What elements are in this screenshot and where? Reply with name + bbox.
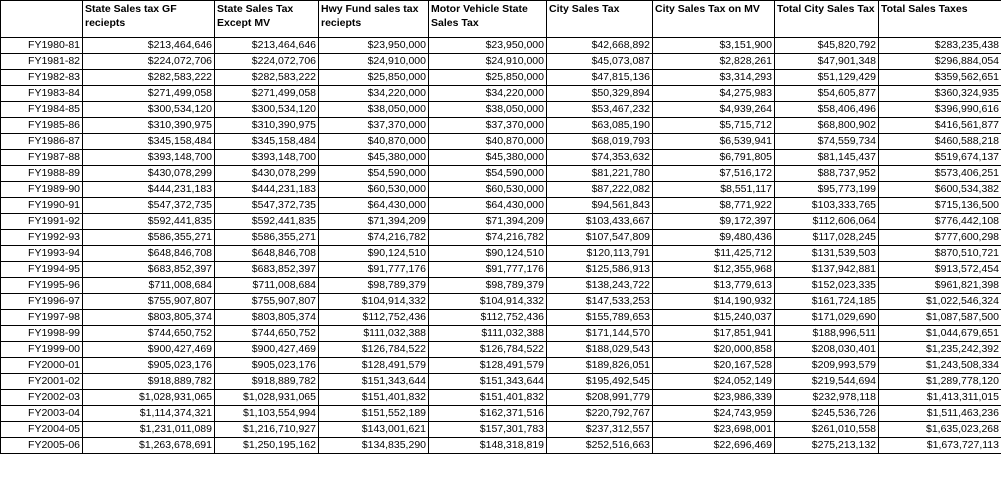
row-label-cell[interactable]: FY1984-85 <box>1 102 83 118</box>
table-cell[interactable]: $45,380,000 <box>319 150 429 166</box>
table-cell[interactable]: $88,737,952 <box>775 166 879 182</box>
table-cell[interactable]: $7,516,172 <box>653 166 775 182</box>
table-row <box>1 438 1001 454</box>
table-cell[interactable]: $219,544,694 <box>775 374 879 390</box>
table-row <box>1 214 1001 230</box>
table-cell[interactable]: $430,078,299 <box>215 166 319 182</box>
table-row <box>1 406 1001 422</box>
table-cell[interactable]: $12,355,968 <box>653 262 775 278</box>
table-cell[interactable]: $776,442,108 <box>879 214 1001 230</box>
table-cell[interactable]: $283,235,438 <box>879 38 1001 54</box>
table-cell[interactable]: $6,791,805 <box>653 150 775 166</box>
table-cell[interactable]: $1,216,710,927 <box>215 422 319 438</box>
table-cell[interactable]: $161,724,185 <box>775 294 879 310</box>
table-cell[interactable]: $45,820,792 <box>775 38 879 54</box>
table-cell[interactable]: $74,216,782 <box>319 230 429 246</box>
table-cell[interactable]: $961,821,398 <box>879 278 1001 294</box>
row-label-cell[interactable]: FY1983-84 <box>1 86 83 102</box>
table-cell[interactable]: $17,851,941 <box>653 326 775 342</box>
table-cell[interactable]: $460,588,218 <box>879 134 1001 150</box>
table-cell[interactable]: $6,539,941 <box>653 134 775 150</box>
table-cell[interactable]: $53,467,232 <box>547 102 653 118</box>
table-cell[interactable]: $47,815,136 <box>547 70 653 86</box>
table-cell[interactable]: $2,828,261 <box>653 54 775 70</box>
table-cell[interactable]: $134,835,290 <box>319 438 429 454</box>
table-cell[interactable]: $208,030,401 <box>775 342 879 358</box>
table-cell[interactable]: $125,586,913 <box>547 262 653 278</box>
header-state-sales-tax-except-mv[interactable]: State Sales Tax Except MV <box>215 1 319 38</box>
table-cell[interactable]: $300,534,120 <box>83 102 215 118</box>
table-cell[interactable]: $20,000,858 <box>653 342 775 358</box>
table-cell[interactable]: $300,534,120 <box>215 102 319 118</box>
table-cell[interactable]: $87,222,082 <box>547 182 653 198</box>
table-cell[interactable]: $1,243,508,334 <box>879 358 1001 374</box>
table-cell[interactable]: $1,250,195,162 <box>215 438 319 454</box>
table-cell[interactable]: $444,231,183 <box>215 182 319 198</box>
table-cell[interactable]: $13,779,613 <box>653 278 775 294</box>
table-cell[interactable]: $24,910,000 <box>319 54 429 70</box>
table-cell[interactable]: $592,441,835 <box>83 214 215 230</box>
row-label-cell[interactable]: FY1981-82 <box>1 54 83 70</box>
table-cell[interactable]: $282,583,222 <box>215 70 319 86</box>
table-cell[interactable]: $47,901,348 <box>775 54 879 70</box>
table-cell[interactable]: $224,072,706 <box>83 54 215 70</box>
table-cell[interactable]: $103,333,765 <box>775 198 879 214</box>
table-cell[interactable]: $126,784,522 <box>319 342 429 358</box>
table-cell[interactable]: $1,235,242,392 <box>879 342 1001 358</box>
table-cell[interactable]: $137,942,881 <box>775 262 879 278</box>
table-cell[interactable]: $1,673,727,113 <box>879 438 1001 454</box>
table-cell[interactable]: $430,078,299 <box>83 166 215 182</box>
table-cell[interactable]: $104,914,332 <box>319 294 429 310</box>
header-row-label[interactable] <box>1 1 83 38</box>
table-cell[interactable]: $98,789,379 <box>429 278 547 294</box>
table-cell[interactable]: $3,151,900 <box>653 38 775 54</box>
table-cell[interactable]: $34,220,000 <box>429 86 547 102</box>
table-cell[interactable]: $9,172,397 <box>653 214 775 230</box>
table-cell[interactable]: $162,371,516 <box>429 406 547 422</box>
table-cell[interactable]: $81,221,780 <box>547 166 653 182</box>
table-cell[interactable]: $90,124,510 <box>319 246 429 262</box>
table-header <box>1 1 1001 38</box>
row-label-cell[interactable]: FY2004-05 <box>1 422 83 438</box>
table-cell[interactable]: $359,562,651 <box>879 70 1001 86</box>
table-cell[interactable]: $918,889,782 <box>215 374 319 390</box>
table-cell[interactable]: $128,491,579 <box>319 358 429 374</box>
row-label-cell[interactable]: FY2001-02 <box>1 374 83 390</box>
table-cell[interactable]: $900,427,469 <box>83 342 215 358</box>
row-label-cell[interactable]: FY1982-83 <box>1 70 83 86</box>
row-label-cell[interactable]: FY1997-98 <box>1 310 83 326</box>
table-cell[interactable]: $282,583,222 <box>83 70 215 86</box>
table-cell[interactable]: $120,113,791 <box>547 246 653 262</box>
table-cell[interactable]: $25,850,000 <box>429 70 547 86</box>
table-cell[interactable]: $208,991,779 <box>547 390 653 406</box>
table-row <box>1 390 1001 406</box>
row-label-cell[interactable]: FY1988-89 <box>1 166 83 182</box>
table-cell[interactable]: $38,050,000 <box>429 102 547 118</box>
table-cell[interactable]: $51,129,429 <box>775 70 879 86</box>
table-body <box>1 38 1001 454</box>
table-cell[interactable]: $271,499,058 <box>215 86 319 102</box>
table-row <box>1 102 1001 118</box>
table-cell[interactable]: $918,889,782 <box>83 374 215 390</box>
table-cell[interactable]: $37,370,000 <box>429 118 547 134</box>
table-cell[interactable]: $112,606,064 <box>775 214 879 230</box>
row-label-cell[interactable]: FY1993-94 <box>1 246 83 262</box>
table-cell[interactable]: $22,696,469 <box>653 438 775 454</box>
table-cell[interactable]: $81,145,437 <box>775 150 879 166</box>
table-cell[interactable]: $648,846,708 <box>83 246 215 262</box>
table-cell[interactable]: $91,777,176 <box>319 262 429 278</box>
table-cell[interactable]: $592,441,835 <box>215 214 319 230</box>
table-row <box>1 182 1001 198</box>
table-row <box>1 86 1001 102</box>
table-cell[interactable]: $5,715,712 <box>653 118 775 134</box>
table-cell[interactable]: $15,240,037 <box>653 310 775 326</box>
table-row <box>1 166 1001 182</box>
table-cell[interactable]: $107,547,809 <box>547 230 653 246</box>
header-city-sales-tax[interactable]: City Sales Tax <box>547 1 653 38</box>
table-row <box>1 262 1001 278</box>
table-cell[interactable]: $9,480,436 <box>653 230 775 246</box>
table-cell[interactable]: $38,050,000 <box>319 102 429 118</box>
table-cell[interactable]: $744,650,752 <box>215 326 319 342</box>
table-cell[interactable]: $37,370,000 <box>319 118 429 134</box>
table-cell[interactable]: $54,590,000 <box>319 166 429 182</box>
table-cell[interactable]: $11,425,712 <box>653 246 775 262</box>
table-cell[interactable]: $715,136,500 <box>879 198 1001 214</box>
table-cell[interactable]: $45,380,000 <box>429 150 547 166</box>
table-cell[interactable]: $74,559,734 <box>775 134 879 150</box>
table-cell[interactable]: $195,492,545 <box>547 374 653 390</box>
table-cell[interactable]: $68,019,793 <box>547 134 653 150</box>
table-cell[interactable]: $360,324,935 <box>879 86 1001 102</box>
table-cell[interactable]: $310,390,975 <box>83 118 215 134</box>
row-label-cell[interactable]: FY1989-90 <box>1 182 83 198</box>
table-cell[interactable]: $1,413,311,015 <box>879 390 1001 406</box>
table-cell[interactable]: $4,275,983 <box>653 86 775 102</box>
table-row <box>1 342 1001 358</box>
table-cell[interactable]: $151,401,832 <box>319 390 429 406</box>
table-cell[interactable]: $711,008,684 <box>83 278 215 294</box>
table-cell[interactable]: $60,530,000 <box>319 182 429 198</box>
table-cell[interactable]: $50,329,894 <box>547 86 653 102</box>
table-cell[interactable]: $271,499,058 <box>83 86 215 102</box>
header-total-sales-taxes[interactable]: Total Sales Taxes <box>879 1 1001 38</box>
table-cell[interactable]: $683,852,397 <box>215 262 319 278</box>
table-cell[interactable]: $111,032,388 <box>319 326 429 342</box>
table-cell[interactable]: $8,551,117 <box>653 182 775 198</box>
table-cell[interactable]: $586,355,271 <box>215 230 319 246</box>
table-cell[interactable]: $245,536,726 <box>775 406 879 422</box>
table-cell[interactable]: $1,087,587,500 <box>879 310 1001 326</box>
table-cell[interactable]: $744,650,752 <box>83 326 215 342</box>
row-label-cell[interactable]: FY2000-01 <box>1 358 83 374</box>
table-cell[interactable]: $1,231,011,089 <box>83 422 215 438</box>
table-cell[interactable]: $1,635,023,268 <box>879 422 1001 438</box>
table-cell[interactable]: $296,884,054 <box>879 54 1001 70</box>
table-cell[interactable]: $64,430,000 <box>429 198 547 214</box>
table-cell[interactable]: $157,301,783 <box>429 422 547 438</box>
table-cell[interactable]: $416,561,877 <box>879 118 1001 134</box>
table-cell[interactable]: $104,914,332 <box>429 294 547 310</box>
row-label-cell[interactable]: FY1996-97 <box>1 294 83 310</box>
table-cell[interactable]: $1,511,463,236 <box>879 406 1001 422</box>
table-cell[interactable]: $905,023,176 <box>83 358 215 374</box>
table-cell[interactable]: $152,023,335 <box>775 278 879 294</box>
table-cell[interactable]: $803,805,374 <box>83 310 215 326</box>
row-label-cell[interactable]: FY1985-86 <box>1 118 83 134</box>
table-cell[interactable]: $1,289,778,120 <box>879 374 1001 390</box>
table-cell[interactable]: $396,990,616 <box>879 102 1001 118</box>
table-cell[interactable]: $23,950,000 <box>429 38 547 54</box>
header-hwy-fund-sales-tax[interactable]: Hwy Fund sales tax reciepts <box>319 1 429 38</box>
table-cell[interactable]: $547,372,735 <box>83 198 215 214</box>
table-cell[interactable]: $188,029,543 <box>547 342 653 358</box>
row-label-cell[interactable]: FY1995-96 <box>1 278 83 294</box>
table-cell[interactable]: $23,986,339 <box>653 390 775 406</box>
table-cell[interactable]: $117,028,245 <box>775 230 879 246</box>
row-label-cell[interactable]: FY1980-81 <box>1 38 83 54</box>
row-label-cell[interactable]: FY2005-06 <box>1 438 83 454</box>
table-cell[interactable]: $3,314,293 <box>653 70 775 86</box>
table-cell[interactable]: $138,243,722 <box>547 278 653 294</box>
table-cell[interactable]: $23,950,000 <box>319 38 429 54</box>
table-row <box>1 294 1001 310</box>
table-cell[interactable]: $128,491,579 <box>429 358 547 374</box>
table-cell[interactable]: $151,552,189 <box>319 406 429 422</box>
header-state-sales-tax-gf[interactable]: State Sales tax GF reciepts <box>83 1 215 38</box>
table-cell[interactable]: $1,028,931,065 <box>215 390 319 406</box>
table-cell[interactable]: $71,394,209 <box>429 214 547 230</box>
row-label-cell[interactable]: FY1990-91 <box>1 198 83 214</box>
table-cell[interactable]: $900,427,469 <box>215 342 319 358</box>
table-cell[interactable]: $71,394,209 <box>319 214 429 230</box>
row-label-cell[interactable]: FY1998-99 <box>1 326 83 342</box>
table-cell[interactable]: $74,216,782 <box>429 230 547 246</box>
header-motor-vehicle-state-sales-tax[interactable]: Motor Vehicle State Sales Tax <box>429 1 547 38</box>
table-cell[interactable]: $24,910,000 <box>429 54 547 70</box>
table-cell[interactable]: $1,114,374,321 <box>83 406 215 422</box>
table-cell[interactable]: $131,539,503 <box>775 246 879 262</box>
table-cell[interactable]: $213,464,646 <box>83 38 215 54</box>
table-cell[interactable]: $547,372,735 <box>215 198 319 214</box>
table-row <box>1 246 1001 262</box>
table-cell[interactable]: $189,826,051 <box>547 358 653 374</box>
table-row <box>1 422 1001 438</box>
table-cell[interactable]: $90,124,510 <box>429 246 547 262</box>
table-cell[interactable]: $4,939,264 <box>653 102 775 118</box>
table-cell[interactable]: $98,789,379 <box>319 278 429 294</box>
table-cell[interactable]: $224,072,706 <box>215 54 319 70</box>
table-cell[interactable]: $147,533,253 <box>547 294 653 310</box>
table-cell[interactable]: $519,674,137 <box>879 150 1001 166</box>
header-total-city-sales-tax[interactable]: Total City Sales Tax <box>775 1 879 38</box>
table-cell[interactable]: $54,590,000 <box>429 166 547 182</box>
table-cell[interactable]: $95,773,199 <box>775 182 879 198</box>
header-row <box>1 1 1001 38</box>
table-cell[interactable]: $648,846,708 <box>215 246 319 262</box>
table-row <box>1 150 1001 166</box>
table-cell[interactable]: $126,784,522 <box>429 342 547 358</box>
table-row <box>1 310 1001 326</box>
table-cell[interactable]: $345,158,484 <box>215 134 319 150</box>
table-row <box>1 38 1001 54</box>
table-cell[interactable]: $25,850,000 <box>319 70 429 86</box>
table-cell[interactable]: $209,993,579 <box>775 358 879 374</box>
table-cell[interactable]: $111,032,388 <box>429 326 547 342</box>
table-cell[interactable]: $20,167,528 <box>653 358 775 374</box>
table-cell[interactable]: $58,406,496 <box>775 102 879 118</box>
table-cell[interactable]: $45,073,087 <box>547 54 653 70</box>
table-cell[interactable]: $803,805,374 <box>215 310 319 326</box>
table-cell[interactable]: $40,870,000 <box>319 134 429 150</box>
table-cell[interactable]: $252,516,663 <box>547 438 653 454</box>
table-cell[interactable]: $913,572,454 <box>879 262 1001 278</box>
table-cell[interactable]: $711,008,684 <box>215 278 319 294</box>
table-cell[interactable]: $1,028,931,065 <box>83 390 215 406</box>
table-cell[interactable]: $345,158,484 <box>83 134 215 150</box>
table-cell[interactable]: $8,771,922 <box>653 198 775 214</box>
table-cell[interactable]: $683,852,397 <box>83 262 215 278</box>
table-cell[interactable]: $393,148,700 <box>83 150 215 166</box>
table-cell[interactable]: $905,023,176 <box>215 358 319 374</box>
table-cell[interactable]: $60,530,000 <box>429 182 547 198</box>
table-cell[interactable]: $23,698,001 <box>653 422 775 438</box>
table-cell[interactable]: $237,312,557 <box>547 422 653 438</box>
table-cell[interactable]: $40,870,000 <box>429 134 547 150</box>
table-cell[interactable]: $1,263,678,691 <box>83 438 215 454</box>
table-cell[interactable]: $68,800,902 <box>775 118 879 134</box>
row-label-cell[interactable]: FY1987-88 <box>1 150 83 166</box>
table-cell[interactable]: $600,534,382 <box>879 182 1001 198</box>
table-cell[interactable]: $54,605,877 <box>775 86 879 102</box>
table-cell[interactable]: $171,144,570 <box>547 326 653 342</box>
table-row <box>1 118 1001 134</box>
table-cell[interactable]: $24,052,149 <box>653 374 775 390</box>
table-row <box>1 326 1001 342</box>
table-cell[interactable]: $42,668,892 <box>547 38 653 54</box>
table-cell[interactable]: $1,044,679,651 <box>879 326 1001 342</box>
table-cell[interactable]: $64,430,000 <box>319 198 429 214</box>
row-label-cell[interactable]: FY1994-95 <box>1 262 83 278</box>
table-cell[interactable]: $143,001,621 <box>319 422 429 438</box>
table-cell[interactable]: $586,355,271 <box>83 230 215 246</box>
row-label-cell[interactable]: FY2002-03 <box>1 390 83 406</box>
table-cell[interactable]: $112,752,436 <box>429 310 547 326</box>
table-row <box>1 54 1001 70</box>
table-cell[interactable]: $573,406,251 <box>879 166 1001 182</box>
table-cell[interactable]: $444,231,183 <box>83 182 215 198</box>
table-row <box>1 134 1001 150</box>
row-label-cell[interactable]: FY2003-04 <box>1 406 83 422</box>
table-cell[interactable]: $393,148,700 <box>215 150 319 166</box>
table-row <box>1 70 1001 86</box>
table-cell[interactable]: $14,190,932 <box>653 294 775 310</box>
table-row <box>1 358 1001 374</box>
row-label-cell[interactable]: FY1991-92 <box>1 214 83 230</box>
table-cell[interactable]: $112,752,436 <box>319 310 429 326</box>
table-cell[interactable]: $24,743,959 <box>653 406 775 422</box>
table-cell[interactable]: $261,010,558 <box>775 422 879 438</box>
row-label-cell[interactable]: FY1992-93 <box>1 230 83 246</box>
table-cell[interactable]: $755,907,807 <box>83 294 215 310</box>
table-cell[interactable]: $213,464,646 <box>215 38 319 54</box>
table-cell[interactable]: $151,343,644 <box>429 374 547 390</box>
table-cell[interactable]: $310,390,975 <box>215 118 319 134</box>
table-cell[interactable]: $148,318,819 <box>429 438 547 454</box>
row-label-cell[interactable]: FY1986-87 <box>1 134 83 150</box>
table-cell[interactable]: $151,343,644 <box>319 374 429 390</box>
table-cell[interactable]: $275,213,132 <box>775 438 879 454</box>
table-cell[interactable]: $220,792,767 <box>547 406 653 422</box>
table-row <box>1 374 1001 390</box>
row-label-cell[interactable]: FY1999-00 <box>1 342 83 358</box>
table-cell[interactable]: $151,401,832 <box>429 390 547 406</box>
table-cell[interactable]: $1,103,554,994 <box>215 406 319 422</box>
table-row <box>1 230 1001 246</box>
table-cell[interactable]: $91,777,176 <box>429 262 547 278</box>
table-cell[interactable]: $34,220,000 <box>319 86 429 102</box>
header-city-sales-tax-on-mv[interactable]: City Sales Tax on MV <box>653 1 775 38</box>
table-cell[interactable]: $188,996,511 <box>775 326 879 342</box>
table-cell[interactable]: $103,433,667 <box>547 214 653 230</box>
table-row <box>1 278 1001 294</box>
table-cell[interactable]: $232,978,118 <box>775 390 879 406</box>
table-cell[interactable]: $63,085,190 <box>547 118 653 134</box>
table-cell[interactable]: $755,907,807 <box>215 294 319 310</box>
table-cell[interactable]: $777,600,298 <box>879 230 1001 246</box>
table-row <box>1 198 1001 214</box>
table-cell[interactable]: $74,353,632 <box>547 150 653 166</box>
table-cell[interactable]: $171,029,690 <box>775 310 879 326</box>
table-cell[interactable]: $155,789,653 <box>547 310 653 326</box>
table-cell[interactable]: $94,561,843 <box>547 198 653 214</box>
table-cell[interactable]: $870,510,721 <box>879 246 1001 262</box>
table-cell[interactable]: $1,022,546,324 <box>879 294 1001 310</box>
